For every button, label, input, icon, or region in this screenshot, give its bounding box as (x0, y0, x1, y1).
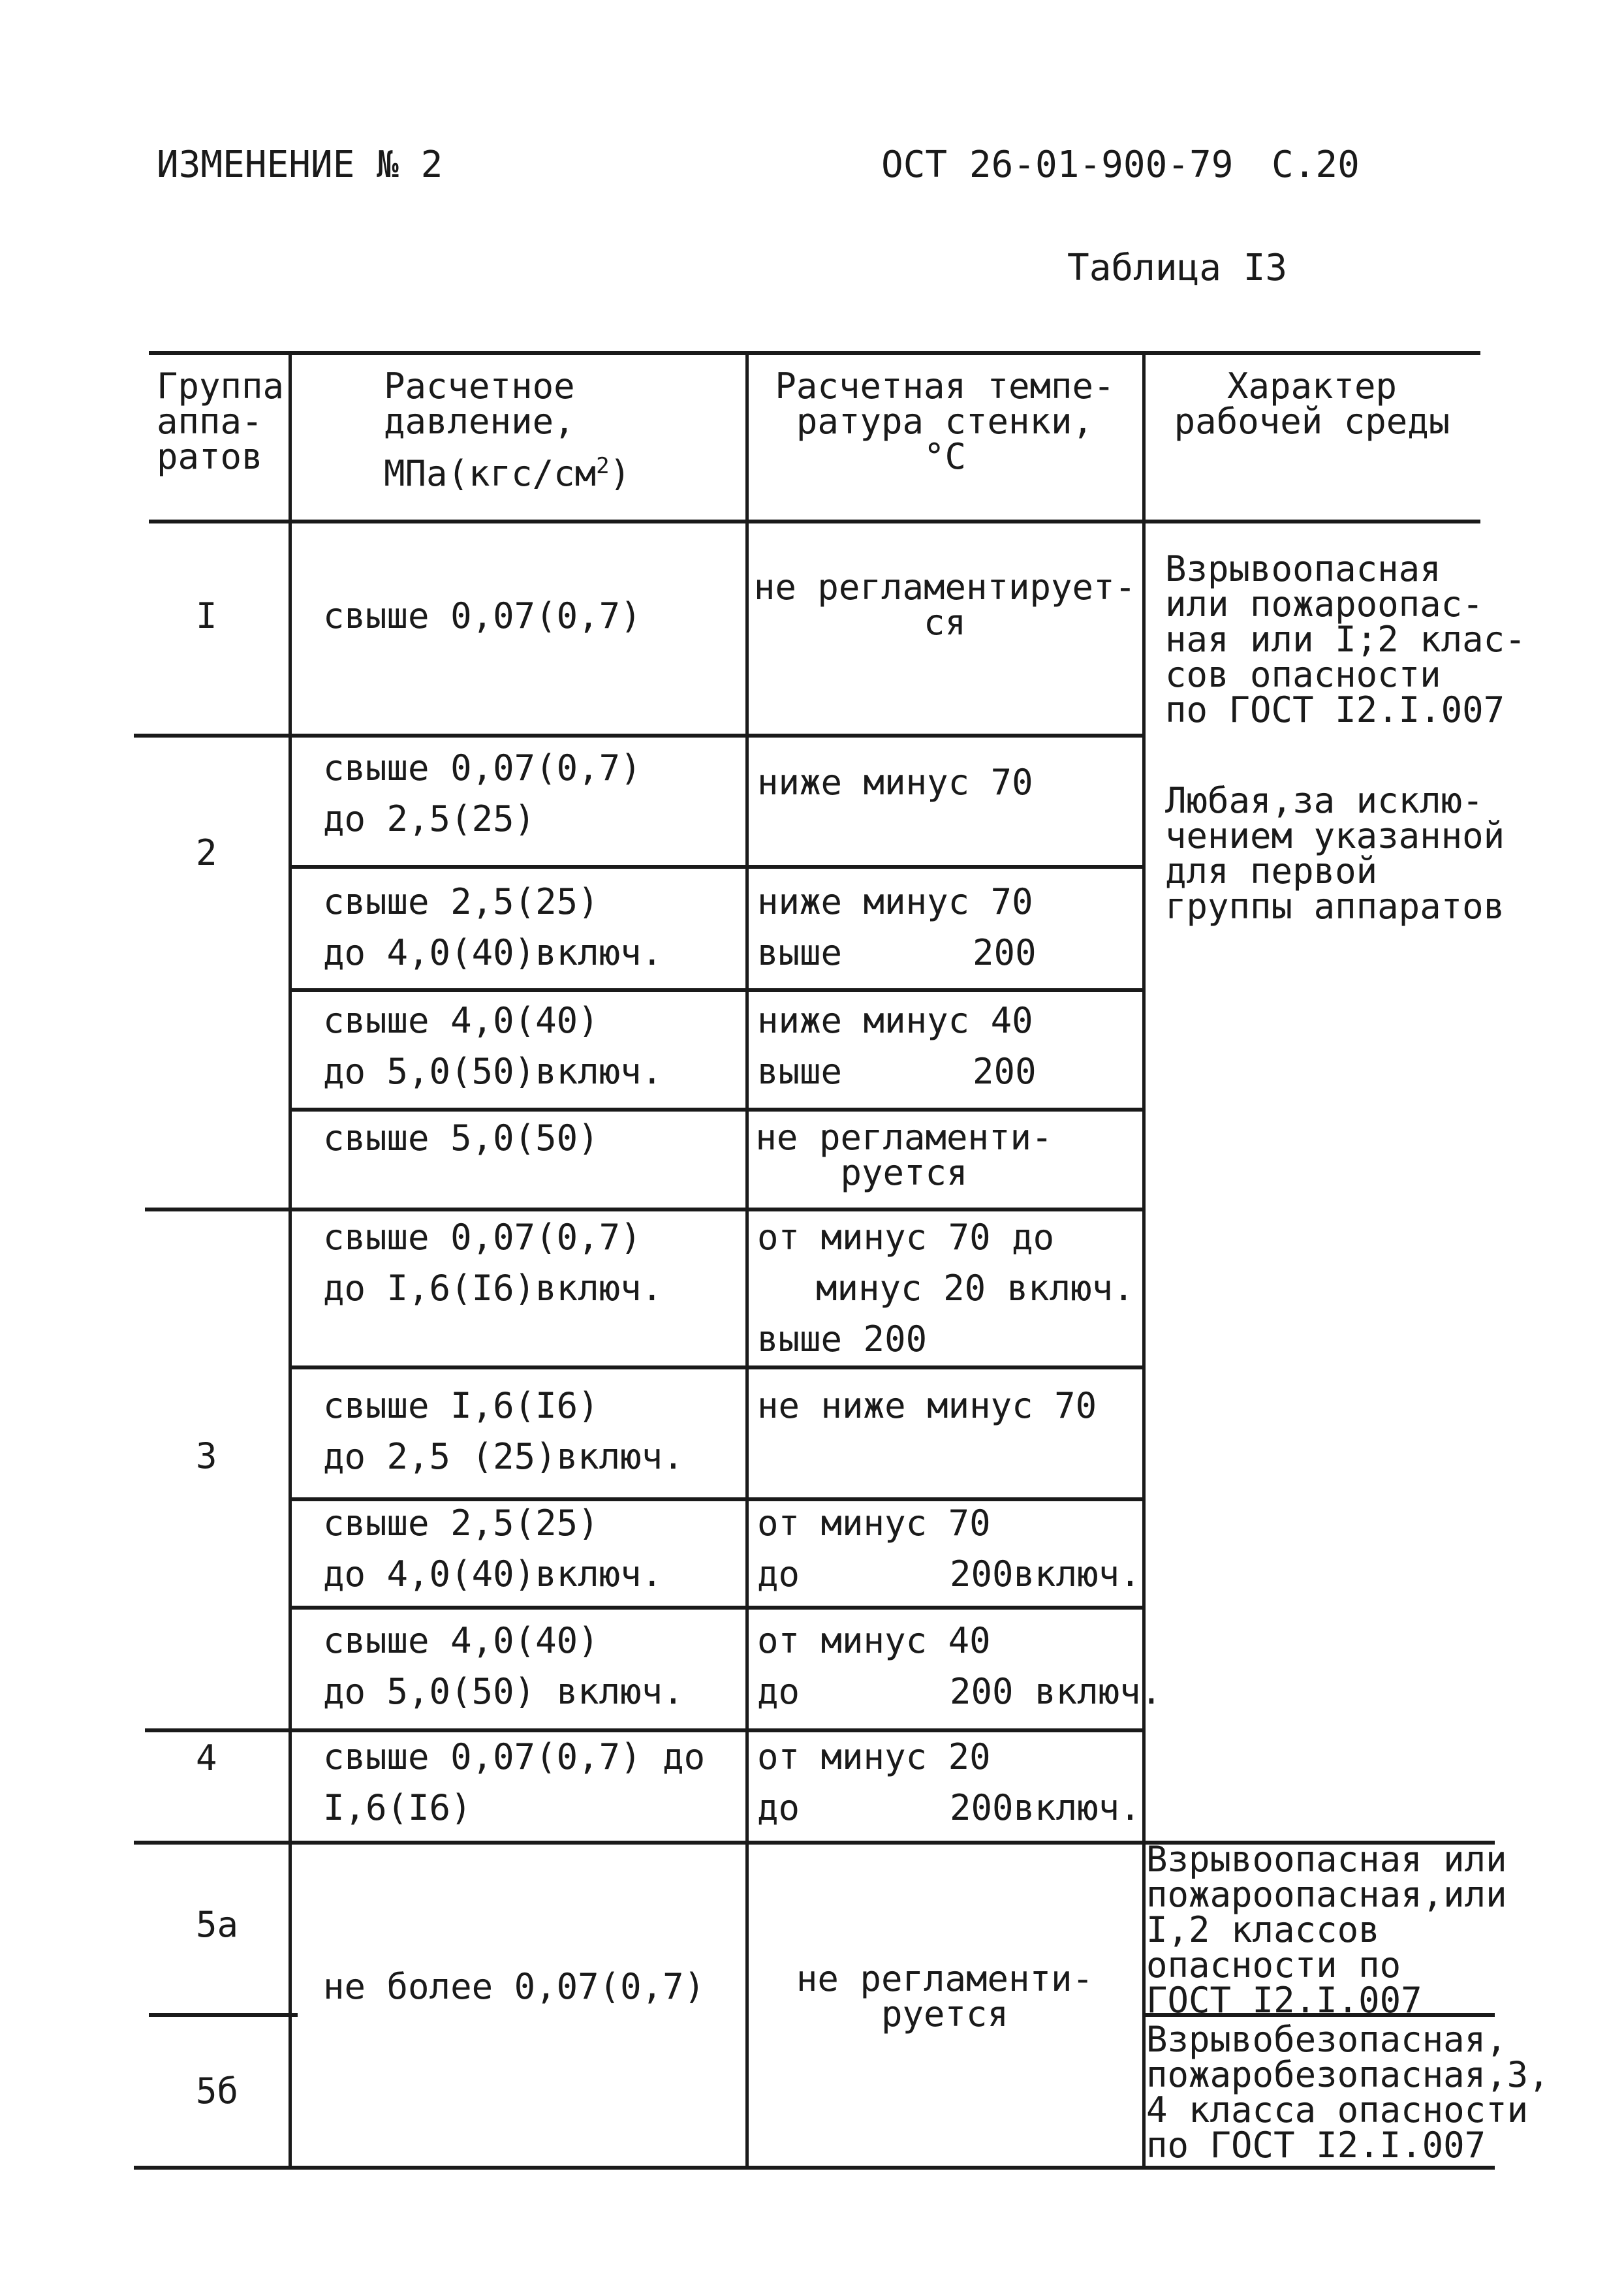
group-2: 2 (196, 832, 217, 873)
medium-group-5a: Взрывоопасная или пожароопасная,или I,2 классов опасности по ГОСТ I2.I.007 (1146, 1839, 1507, 2021)
col-rule-1 (289, 351, 292, 2168)
pressure-r7: свыше I,6(I6) до 2,5 (25)включ. (323, 1385, 684, 1477)
group-5b: 5б (196, 2070, 239, 2112)
page-number: С.20 (1272, 144, 1360, 186)
temperature-r10: от минус 20 до 200включ. (757, 1736, 1141, 1828)
rule-r6 (290, 1365, 1142, 1369)
rule-header (149, 520, 1480, 523)
pressure-r3: свыше 2,5(25) до 4,0(40)включ. (323, 881, 663, 973)
group-5a: 5а (196, 1904, 239, 1945)
rule-g1-end (134, 734, 1142, 738)
change-label: ИЗМЕНЕНИЕ № 2 (157, 144, 443, 186)
col-header-group: Группа аппа- ратов (157, 366, 285, 477)
rule-top (149, 351, 1480, 355)
rule-5a-5b (149, 2013, 298, 2017)
group-1: I (196, 595, 217, 636)
pressure-r10: свыше 0,07(0,7) до I,6(I6) (323, 1736, 706, 1828)
medium-group-1: Взрывоопасная или пожароопас- ная или I;2 клас- сов опасности по ГОСТ I2.I.007 (1165, 548, 1526, 730)
pressure-r1: свыше 0,07(0,7) (323, 595, 642, 636)
pressure-r4: свыше 4,0(40) до 5,0(50)включ. (323, 1000, 663, 1092)
group-4: 4 (196, 1738, 217, 1779)
temperature-r11: не регламенти- руется (796, 1958, 1094, 2035)
temperature-r5: не регламенти- руется (755, 1117, 1053, 1193)
col-header-medium: Характер рабочей среды (1174, 366, 1450, 442)
rule-r2 (290, 865, 1142, 869)
temperature-r7: не ниже минус 70 (757, 1385, 1097, 1426)
col-rule-3 (1142, 351, 1146, 2168)
standard-number: ОСТ 26-01-900-79 (881, 144, 1234, 186)
rule-r8 (290, 1606, 1142, 1610)
medium-groups-2-4: Любая,за исклю- чением указанной для первой группы аппаратов (1165, 780, 1505, 927)
pressure-r8: свыше 2,5(25) до 4,0(40)включ. (323, 1503, 663, 1595)
pressure-r9: свыше 4,0(40) до 5,0(50) включ. (323, 1620, 684, 1712)
pressure-r2: свыше 0,07(0,7) до 2,5(25) (323, 747, 642, 839)
col-header-temperature: Расчетная темпе- ратура стенки, °С (775, 366, 1115, 477)
medium-group-5b: Взрывобезопасная, пожаробезопасная,3, 4 класса опасности по ГОСТ I2.I.007 (1146, 2019, 1550, 2166)
temperature-r6: от минус 70 до минус 20 включ. выше 200 (757, 1217, 1134, 1360)
rule-r4 (290, 1108, 1142, 1112)
temperature-r9: от минус 40 до 200 включ. (757, 1620, 1163, 1712)
pressure-r5: свыше 5,0(50) (323, 1117, 599, 1159)
rule-bottom (134, 2166, 1495, 2170)
temperature-r3: ниже минус 70 выше 200 (757, 881, 1037, 973)
group-3: 3 (196, 1435, 217, 1476)
pressure-r11: не более 0,07(0,7) (323, 1966, 706, 2007)
temperature-r4: ниже минус 40 выше 200 (757, 1000, 1037, 1092)
pressure-r6: свыше 0,07(0,7) до I,6(I6)включ. (323, 1217, 663, 1309)
col-header-pressure: Расчетное давление, $МПа(кгс/см^2)$ (384, 366, 631, 494)
col-rule-2 (745, 351, 749, 2168)
rule-r3 (290, 988, 1142, 992)
temperature-r2: ниже минус 70 (757, 762, 1033, 803)
table-caption: Таблица I3 (1067, 247, 1288, 289)
temperature-r1: не регламентирует- ся (753, 567, 1136, 643)
temperature-r8: от минус 70 до 200включ. (757, 1503, 1141, 1595)
rule-g2-end (145, 1208, 1142, 1211)
